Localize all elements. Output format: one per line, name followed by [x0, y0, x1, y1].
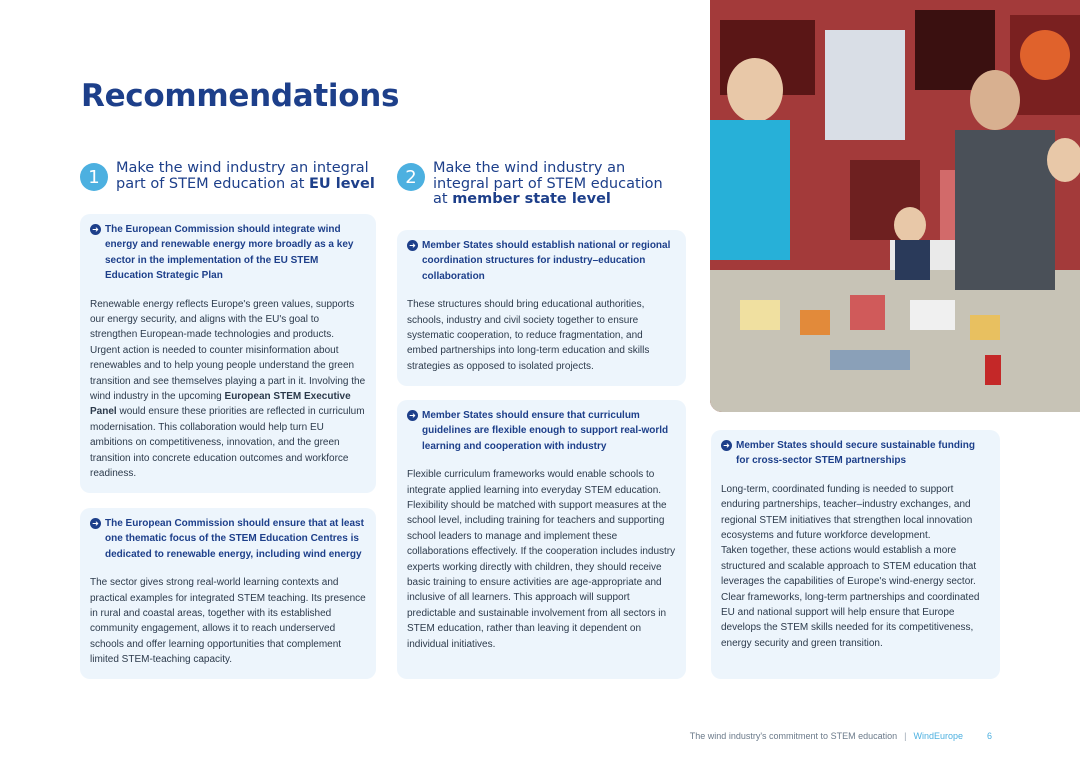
card-heading [407, 238, 676, 284]
arrow-right-icon: ➜ [721, 440, 732, 451]
rec1-title-emphasis: EU level [309, 175, 375, 192]
rec2-number-badge: 2 [397, 163, 425, 191]
card-stem-centres [80, 508, 376, 679]
rec2-title-line1: Make the wind industry an [433, 160, 626, 176]
arrow-right-icon: ➜ [407, 410, 418, 421]
card-sustainable-funding [711, 430, 1000, 679]
card-body-emphasis: European STEM Executive Panel [90, 391, 351, 418]
card-body-part1: Renewable energy reflects Europe's green values, supports our energy security, and aligns with the EU's goal to strengthen European-made technologies and products. Urgent action is needed to counter misinformation about renewables and to help young people understand the green transition and see themselves playing a part in it. Involving the wind industry in the upcoming [90, 298, 366, 403]
card-body [90, 297, 366, 482]
rec1-number-badge: 1 [80, 163, 108, 191]
arrow-right-icon: ➜ [90, 518, 101, 529]
card-eu-stem-plan [80, 214, 376, 493]
card-curriculum-guidelines [397, 400, 686, 679]
card-body: Flexible curriculum frameworks would enable schools to integrate applied learning into everyday STEM education. Flexibility should be matched with support measures at the school level, including training for teachers and supporting school leaders to manage and implement these collaborations effectively. If the cooperation includes industry experts working directly with children, they should receive basic training to ensure activities are age-appropriate and inclusive of all learners. This approach will support predictable and sustainable involvement from all sectors in STEM education, rather than leaving it dependent on individual initiatives. [407, 469, 676, 650]
rec2-header [397, 161, 663, 208]
footer-text: The wind industry's commitment to STEM education [689, 731, 898, 741]
card-body: These structures should bring educational authorities, schools, industry and civil society together to ensure systematic cooperation, to reduce fragmentation, and embed partnerships into long-term education and skills strategies as opposed to isolated projects. [407, 299, 650, 372]
rec2-title-line3: at [433, 191, 453, 207]
rec2-title [433, 161, 663, 208]
card-coordination-structures [397, 230, 686, 386]
rec1-header [80, 161, 375, 192]
page-number: 6 [986, 731, 992, 741]
rec1-title-line2: part of STEM education at [116, 175, 310, 192]
card-heading [407, 408, 676, 454]
card-heading-text: Member States should establish national or regional coordination structures for industry–education collaboration [422, 240, 671, 282]
card-body: The sector gives strong real-world learning contexts and practical examples for integrated STEM teaching. Its presence in rural and coastal areas, together with its established community engagement, allows it to reach underserved schools and offer learning opportunities that complement limited STEM-teaching capacity. [90, 577, 366, 666]
rec1-title-line1: Make the wind industry an integral [116, 160, 369, 176]
arrow-right-icon: ➜ [90, 224, 101, 235]
card-body [721, 482, 990, 651]
photo-illustration [710, 0, 1080, 412]
card-heading [90, 222, 366, 284]
card-body-para1: Long-term, coordinated funding is needed to support enduring partnerships, teacher–industry exchanges, and regional STEM initiatives that strengthen local innovation ecosystems and future workforce development. [721, 483, 973, 542]
card-body-part2: would ensure these priorities are reflected in curriculum modernisation. This collaboration would help turn EU ambitions on competitiveness, innovation, and the green transition into concrete education outcomes and workforce readiness. [90, 406, 365, 480]
card-heading-text: Member States should secure sustainable funding for cross-sector STEM partnerships [736, 440, 975, 467]
page-title: Recommendations [81, 78, 400, 114]
arrow-right-icon: ➜ [407, 240, 418, 251]
card-heading-text: Member States should ensure that curriculum guidelines are flexible enough to support real-world learning and cooperation with industry [422, 410, 669, 452]
rec2-title-emphasis: member state level [452, 191, 611, 207]
classroom-photo [710, 0, 1080, 412]
rec1-title [116, 161, 375, 192]
rec2-title-line2: integral part of STEM education [433, 175, 663, 192]
card-body-para2: Taken together, these actions would establish a more structured and scalable approach to STEM education that leverages the capabilities of Europe's wind-energy sector. Clear frameworks, long-term partnerships and coordinated EU and national support will help ensure that Europe develops the STEM skills needed for its competitiveness, energy security and green transition. [721, 545, 980, 649]
card-heading-text: The European Commission should ensure that at least one thematic focus of the STEM Education Centres is dedicated to renewable energy, including wind energy [105, 518, 364, 560]
footer-brand: WindEurope [913, 731, 963, 741]
footer-separator: | [904, 731, 907, 741]
card-heading-text: The European Commission should integrate wind energy and renewable energy more broadly as a key sector in the implementation of the EU STEM Education Strategic Plan [105, 224, 354, 282]
card-heading [721, 438, 990, 469]
page-footer [690, 731, 992, 741]
card-heading [90, 516, 366, 562]
